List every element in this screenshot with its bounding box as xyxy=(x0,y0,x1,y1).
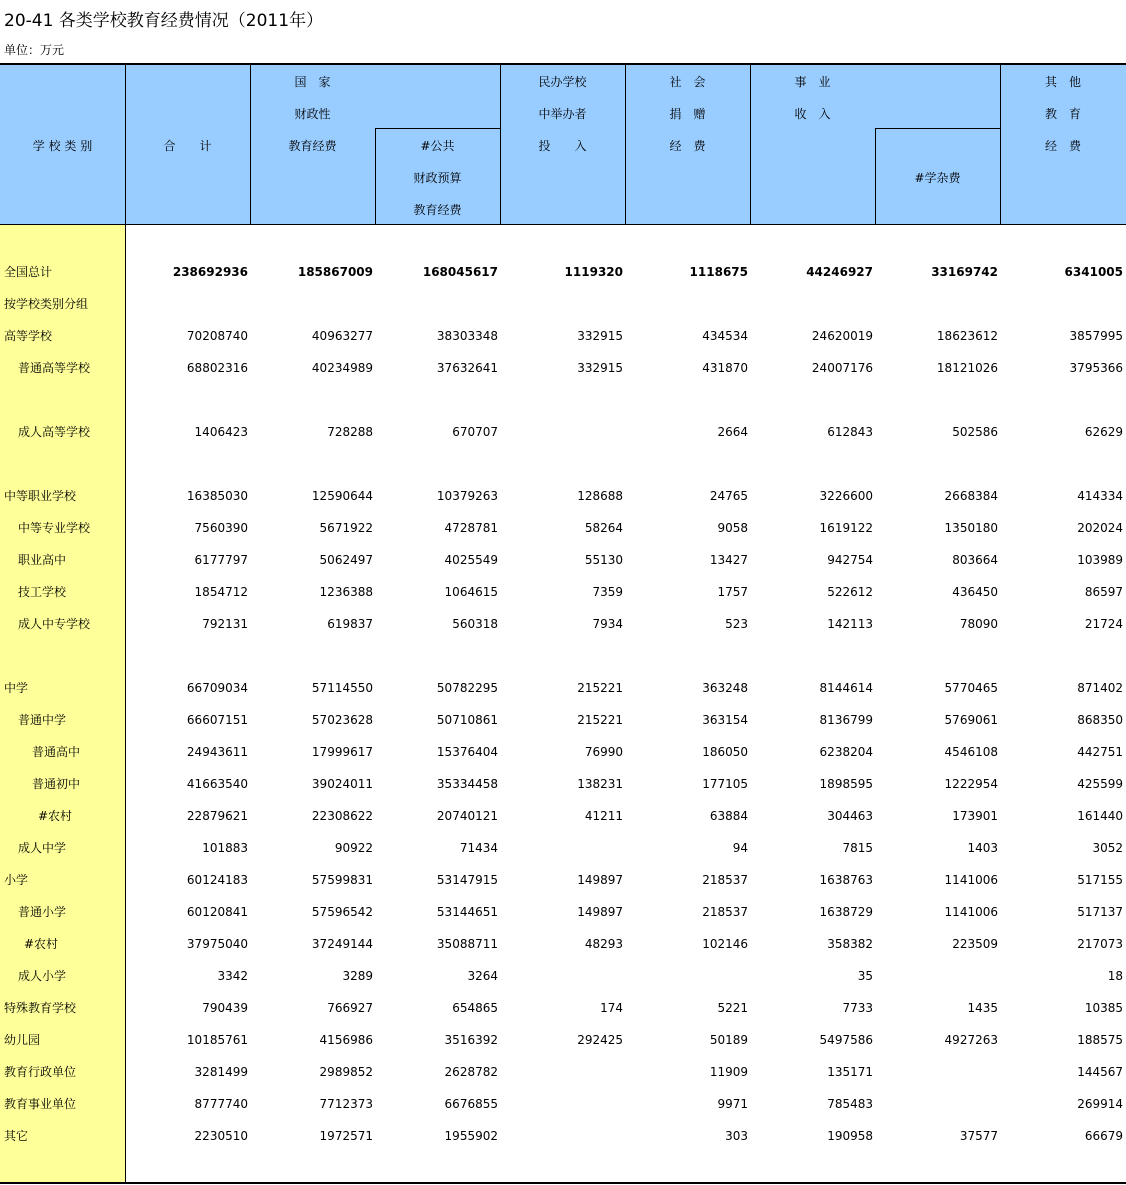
row-value: 21724 xyxy=(1084,617,1123,631)
row-value: 173901 xyxy=(952,809,998,823)
row-value: 161440 xyxy=(1077,809,1123,823)
header-private-line2: 中举办者 xyxy=(538,107,587,121)
row-value: 6676855 xyxy=(444,1097,498,1111)
header-social-line3: 经 费 xyxy=(669,139,706,153)
row-value: 62629 xyxy=(1084,425,1123,439)
row-value: 442751 xyxy=(1077,745,1123,759)
row-value: 4025549 xyxy=(444,553,498,567)
row-value: 1119320 xyxy=(564,265,623,279)
table-row xyxy=(0,1126,1126,1146)
header-other-line3: 经 费 xyxy=(1044,139,1081,153)
row-value: 790439 xyxy=(202,1001,248,1015)
table-bottom-rule xyxy=(0,1182,1126,1184)
row-label: 中等专业学校 xyxy=(18,521,91,535)
row-value: 55130 xyxy=(584,553,623,567)
table-row xyxy=(0,422,1126,442)
row-value: 358382 xyxy=(827,937,873,951)
row-label: 教育事业单位 xyxy=(4,1097,77,1111)
row-value: 8777740 xyxy=(194,1097,248,1111)
row-value: 185867009 xyxy=(297,265,373,279)
row-value: 215221 xyxy=(577,681,623,695)
row-value: 22879621 xyxy=(186,809,248,823)
table-row xyxy=(0,326,1126,346)
row-value: 2989852 xyxy=(319,1065,373,1079)
row-label: 中等职业学校 xyxy=(4,489,77,503)
row-value: 63884 xyxy=(709,809,748,823)
row-value: 654865 xyxy=(452,1001,498,1015)
row-label: 成人高等学校 xyxy=(18,425,91,439)
row-value: 1757 xyxy=(717,585,748,599)
row-value: 8144614 xyxy=(819,681,873,695)
row-label: #农村 xyxy=(38,809,73,823)
row-value: 1350180 xyxy=(944,521,998,535)
row-value: 37975040 xyxy=(186,937,248,951)
header-social-line1: 社 会 xyxy=(669,75,706,89)
row-value: 7815 xyxy=(842,841,873,855)
table-row xyxy=(0,1062,1126,1082)
row-value: 94 xyxy=(732,841,748,855)
row-value: 5671922 xyxy=(319,521,373,535)
row-value: 66607151 xyxy=(186,713,248,727)
row-label: 高等学校 xyxy=(4,329,53,343)
row-value: 1638729 xyxy=(819,905,873,919)
row-value: 1064615 xyxy=(444,585,498,599)
row-value: 57114550 xyxy=(311,681,373,695)
row-value: 38303348 xyxy=(436,329,498,343)
row-label: 技工学校 xyxy=(18,585,67,599)
row-value: 1406423 xyxy=(194,425,248,439)
row-value: 202024 xyxy=(1077,521,1123,535)
row-value: 3795366 xyxy=(1069,361,1123,375)
row-value: 2668384 xyxy=(944,489,998,503)
table-row xyxy=(0,966,1126,986)
row-value: 66679 xyxy=(1084,1129,1123,1143)
table-row xyxy=(0,1030,1126,1050)
row-value: 434534 xyxy=(702,329,748,343)
row-value: 3281499 xyxy=(194,1065,248,1079)
row-value: 4728781 xyxy=(444,521,498,535)
row-label: 成人小学 xyxy=(18,969,67,983)
row-value: 5062497 xyxy=(319,553,373,567)
row-value: 149897 xyxy=(577,905,623,919)
row-value: 6238204 xyxy=(819,745,873,759)
header-state-line2: 财政性 xyxy=(294,107,331,121)
row-value: 24765 xyxy=(709,489,748,503)
row-label: 全国总计 xyxy=(4,265,53,279)
header-total: 合 计 xyxy=(163,139,212,153)
row-value: 1898595 xyxy=(819,777,873,791)
row-value: 33169742 xyxy=(931,265,998,279)
row-value: 785483 xyxy=(827,1097,873,1111)
row-value: 53144651 xyxy=(436,905,498,919)
row-value: 670707 xyxy=(452,425,498,439)
row-value: 1141006 xyxy=(944,905,998,919)
table-row xyxy=(0,710,1126,730)
row-value: 304463 xyxy=(827,809,873,823)
row-value: 66709034 xyxy=(186,681,248,695)
row-value: 3226600 xyxy=(819,489,873,503)
row-label: 教育行政单位 xyxy=(4,1065,77,1079)
row-value: 135171 xyxy=(827,1065,873,1079)
row-value: 86597 xyxy=(1084,585,1123,599)
unit-label: 单位：万元 xyxy=(4,43,65,57)
header-subrule xyxy=(875,128,1000,129)
row-value: 168045617 xyxy=(422,265,498,279)
row-value: 1955902 xyxy=(444,1129,498,1143)
row-value: 363154 xyxy=(702,713,748,727)
row-value: 1435 xyxy=(967,1001,998,1015)
row-value: 1638763 xyxy=(819,873,873,887)
row-value: 57023628 xyxy=(311,713,373,727)
page-title: 20-41 各类学校教育经费情况（2011年） xyxy=(4,11,324,31)
row-value: 215221 xyxy=(577,713,623,727)
row-value: 128688 xyxy=(577,489,623,503)
row-label: 特殊教育学校 xyxy=(4,1001,77,1015)
row-value: 1222954 xyxy=(944,777,998,791)
row-value: 218537 xyxy=(702,873,748,887)
row-value: 44246927 xyxy=(806,265,873,279)
table-row xyxy=(0,262,1126,282)
row-value: 1403 xyxy=(967,841,998,855)
table-row xyxy=(0,1094,1126,1114)
row-value: 15376404 xyxy=(436,745,498,759)
row-value: 3052 xyxy=(1092,841,1123,855)
row-value: 35334458 xyxy=(436,777,498,791)
row-value: 5770465 xyxy=(944,681,998,695)
row-label: 幼儿园 xyxy=(4,1033,41,1047)
row-value: 37249144 xyxy=(311,937,373,951)
header-other-line2: 教 育 xyxy=(1044,107,1081,121)
row-value: 1236388 xyxy=(319,585,373,599)
row-value: 6177797 xyxy=(194,553,248,567)
row-value: 37632641 xyxy=(436,361,498,375)
row-value: 24943611 xyxy=(186,745,248,759)
header-public-line1: #公共 xyxy=(420,139,455,153)
row-value: 217073 xyxy=(1077,937,1123,951)
row-value: 942754 xyxy=(827,553,873,567)
row-value: 7560390 xyxy=(194,521,248,535)
header-business-line1: 事 业 xyxy=(794,75,831,89)
row-value: 68802316 xyxy=(186,361,248,375)
row-value: 4156986 xyxy=(319,1033,373,1047)
row-value: 363248 xyxy=(702,681,748,695)
row-value: 502586 xyxy=(952,425,998,439)
row-value: 3289 xyxy=(342,969,373,983)
row-value: 18121026 xyxy=(936,361,998,375)
row-value: 332915 xyxy=(577,329,623,343)
table-row xyxy=(0,902,1126,922)
row-value: 7712373 xyxy=(319,1097,373,1111)
row-value: 728288 xyxy=(327,425,373,439)
header-subrule xyxy=(375,128,500,129)
row-value: 4927263 xyxy=(944,1033,998,1047)
row-value: 22308622 xyxy=(311,809,373,823)
row-value: 292425 xyxy=(577,1033,623,1047)
table-row xyxy=(0,294,1126,314)
row-value: 102146 xyxy=(702,937,748,951)
row-value: 523 xyxy=(725,617,748,631)
row-value: 35 xyxy=(857,969,873,983)
row-value: 803664 xyxy=(952,553,998,567)
row-value: 10185761 xyxy=(186,1033,248,1047)
row-value: 5769061 xyxy=(944,713,998,727)
table-row xyxy=(0,678,1126,698)
row-value: 560318 xyxy=(452,617,498,631)
row-value: 48293 xyxy=(584,937,623,951)
row-value: 71434 xyxy=(459,841,498,855)
row-value: 431870 xyxy=(702,361,748,375)
header-public-line3: 教育经费 xyxy=(413,203,462,217)
row-value: 149897 xyxy=(577,873,623,887)
header-state-line3: 教育经费 xyxy=(288,139,337,153)
row-value: 3342 xyxy=(217,969,248,983)
row-value: 40234989 xyxy=(311,361,373,375)
row-label: 普通高等学校 xyxy=(18,361,91,375)
row-value: 188575 xyxy=(1077,1033,1123,1047)
row-value: 60120841 xyxy=(186,905,248,919)
table-row xyxy=(0,838,1126,858)
row-label: 普通高中 xyxy=(32,745,81,759)
header-social-line2: 捐 赠 xyxy=(669,107,706,121)
row-value: 792131 xyxy=(202,617,248,631)
row-value: 20740121 xyxy=(436,809,498,823)
row-value: 138231 xyxy=(577,777,623,791)
row-value: 12590644 xyxy=(311,489,373,503)
table-row xyxy=(0,582,1126,602)
row-value: 425599 xyxy=(1077,777,1123,791)
row-value: 2230510 xyxy=(194,1129,248,1143)
row-value: 186050 xyxy=(702,745,748,759)
row-value: 2664 xyxy=(717,425,748,439)
row-value: 517137 xyxy=(1077,905,1123,919)
table-row xyxy=(0,742,1126,762)
table-row xyxy=(0,934,1126,954)
row-value: 37577 xyxy=(959,1129,998,1143)
header-tuition: #学杂费 xyxy=(914,171,961,185)
row-value: 101883 xyxy=(202,841,248,855)
row-value: 303 xyxy=(725,1129,748,1143)
table-row xyxy=(0,774,1126,794)
row-value: 11909 xyxy=(709,1065,748,1079)
row-label: 中学 xyxy=(4,681,29,695)
table-row xyxy=(0,870,1126,890)
row-value: 76990 xyxy=(584,745,623,759)
row-value: 612843 xyxy=(827,425,873,439)
row-value: 517155 xyxy=(1077,873,1123,887)
row-value: 18 xyxy=(1107,969,1123,983)
row-label: 按学校类别分组 xyxy=(4,297,89,311)
row-value: 50189 xyxy=(709,1033,748,1047)
row-value: 7934 xyxy=(592,617,623,631)
row-value: 9971 xyxy=(717,1097,748,1111)
header-state-line1: 国 家 xyxy=(294,75,331,89)
row-value: 1141006 xyxy=(944,873,998,887)
row-value: 35088711 xyxy=(436,937,498,951)
row-value: 90922 xyxy=(334,841,373,855)
row-value: 6341005 xyxy=(1064,265,1123,279)
table-row xyxy=(0,518,1126,538)
row-value: 13427 xyxy=(709,553,748,567)
row-value: 8136799 xyxy=(819,713,873,727)
row-value: 5221 xyxy=(717,1001,748,1015)
row-label: 其它 xyxy=(4,1129,29,1143)
row-value: 332915 xyxy=(577,361,623,375)
row-value: 871402 xyxy=(1077,681,1123,695)
row-value: 1619122 xyxy=(819,521,873,535)
row-value: 58264 xyxy=(584,521,623,535)
row-value: 2628782 xyxy=(444,1065,498,1079)
row-label: 成人中专学校 xyxy=(18,617,91,631)
row-value: 3857995 xyxy=(1069,329,1123,343)
row-value: 174 xyxy=(600,1001,623,1015)
row-value: 1854712 xyxy=(194,585,248,599)
row-value: 7733 xyxy=(842,1001,873,1015)
row-value: 78090 xyxy=(959,617,998,631)
table-row xyxy=(0,806,1126,826)
row-value: 103989 xyxy=(1077,553,1123,567)
row-value: 1972571 xyxy=(319,1129,373,1143)
row-label: 职业高中 xyxy=(18,553,67,567)
row-value: 57596542 xyxy=(311,905,373,919)
row-value: 50782295 xyxy=(436,681,498,695)
row-value: 436450 xyxy=(952,585,998,599)
row-label: 普通小学 xyxy=(18,905,67,919)
row-value: 57599831 xyxy=(311,873,373,887)
row-value: 7359 xyxy=(592,585,623,599)
header-school-type: 学 校 类 别 xyxy=(32,139,93,153)
row-label: #农村 xyxy=(24,937,59,951)
row-value: 18623612 xyxy=(936,329,998,343)
row-value: 10385 xyxy=(1084,1001,1123,1015)
row-value: 766927 xyxy=(327,1001,373,1015)
row-value: 24620019 xyxy=(811,329,873,343)
row-value: 9058 xyxy=(717,521,748,535)
row-value: 5497586 xyxy=(819,1033,873,1047)
row-value: 3516392 xyxy=(444,1033,498,1047)
header-other-line1: 其 他 xyxy=(1044,75,1081,89)
row-value: 70208740 xyxy=(186,329,248,343)
row-value: 190958 xyxy=(827,1129,873,1143)
row-value: 218537 xyxy=(702,905,748,919)
table-row xyxy=(0,358,1126,378)
row-value: 3264 xyxy=(467,969,498,983)
row-label: 小学 xyxy=(4,873,29,887)
table-row xyxy=(0,486,1126,506)
row-value: 41663540 xyxy=(186,777,248,791)
row-label: 普通中学 xyxy=(18,713,67,727)
row-value: 41211 xyxy=(584,809,623,823)
row-value: 144567 xyxy=(1077,1065,1123,1079)
row-value: 238692936 xyxy=(172,265,248,279)
row-value: 269914 xyxy=(1077,1097,1123,1111)
header-private-line3: 投 入 xyxy=(538,139,587,153)
row-value: 60124183 xyxy=(186,873,248,887)
row-value: 522612 xyxy=(827,585,873,599)
table-row xyxy=(0,614,1126,634)
row-value: 223509 xyxy=(952,937,998,951)
row-value: 414334 xyxy=(1077,489,1123,503)
row-label: 成人中学 xyxy=(18,841,67,855)
header-public-line2: 财政预算 xyxy=(413,171,462,185)
row-value: 24007176 xyxy=(811,361,873,375)
table-row xyxy=(0,998,1126,1018)
row-label: 普通初中 xyxy=(32,777,81,791)
row-value: 4546108 xyxy=(944,745,998,759)
table-row xyxy=(0,550,1126,570)
row-value: 619837 xyxy=(327,617,373,631)
row-value: 868350 xyxy=(1077,713,1123,727)
header-business-line2: 收 入 xyxy=(794,107,831,121)
row-value: 16385030 xyxy=(186,489,248,503)
row-value: 40963277 xyxy=(311,329,373,343)
row-value: 50710861 xyxy=(436,713,498,727)
header-private-line1: 民办学校 xyxy=(538,75,587,89)
row-value: 142113 xyxy=(827,617,873,631)
row-value: 1118675 xyxy=(689,265,748,279)
row-value: 39024011 xyxy=(311,777,373,791)
row-value: 53147915 xyxy=(436,873,498,887)
table-header xyxy=(0,65,1126,225)
row-value: 10379263 xyxy=(436,489,498,503)
row-value: 177105 xyxy=(702,777,748,791)
row-value: 17999617 xyxy=(311,745,373,759)
